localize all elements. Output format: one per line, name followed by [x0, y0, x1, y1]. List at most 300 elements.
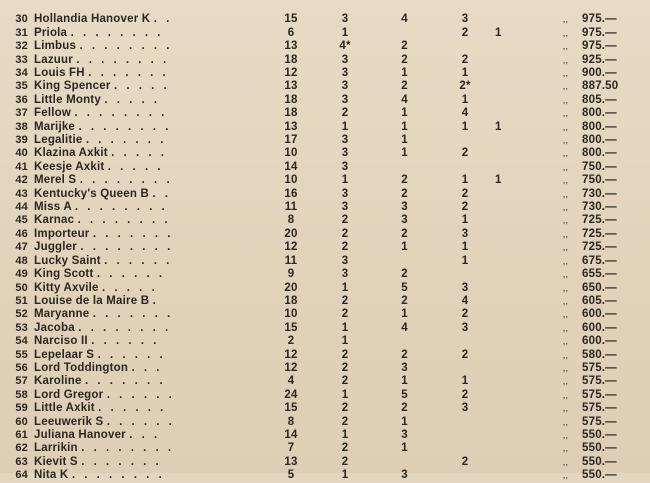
extra-cell: [495, 228, 549, 241]
table-row: [0, 268, 632, 281]
ditto-mark: ,,: [562, 322, 569, 333]
extra-cell: [495, 349, 549, 362]
first-places-cell: 3: [341, 53, 349, 66]
extra-cell: [495, 188, 549, 201]
row-number: 59: [15, 402, 28, 415]
leader-dots: . . . . . .: [91, 335, 160, 348]
table-row: [0, 322, 632, 335]
ditto-mark: ,,: [562, 376, 569, 387]
first-places-cell: 3: [341, 254, 349, 267]
third-places-cell: 3: [461, 321, 469, 334]
second-places-cell: 4: [401, 93, 408, 106]
table-row: [0, 429, 632, 442]
name-cell: [34, 94, 266, 107]
row-number: 39: [15, 134, 28, 147]
row-number: 43: [15, 187, 28, 200]
starts-cell: 9: [287, 268, 295, 281]
table-row: [0, 442, 632, 455]
name-cell: [34, 188, 266, 201]
winnings-amount: 800.—: [582, 134, 617, 147]
extra-cell: [495, 201, 549, 214]
table-row: [0, 282, 632, 295]
horse-name: Lucky Saint: [34, 254, 101, 267]
horse-name: Marijke: [34, 120, 76, 133]
winnings-amount: 900.—: [582, 67, 617, 80]
ditto-mark: ,,: [562, 416, 569, 427]
name-cell: [34, 27, 266, 40]
third-places-cell: [435, 161, 495, 174]
starts-cell: 12: [284, 241, 298, 254]
horse-name: Juliana Hanover: [34, 428, 126, 441]
name-cell: [34, 375, 266, 388]
starts-cell: 10: [284, 147, 298, 160]
second-places-cell: 4: [401, 321, 408, 334]
horse-name: King Spencer: [34, 80, 111, 93]
leader-dots: . . . . . . .: [92, 227, 174, 240]
winnings-amount: 575.—: [582, 415, 617, 428]
table-row: [0, 94, 632, 107]
first-places-cell: 2: [341, 107, 349, 120]
row-number: 48: [15, 254, 28, 267]
leader-dots: . . . . . . .: [85, 134, 167, 147]
ditto-mark: ,,: [562, 27, 569, 38]
leader-dots: . . . . . .: [96, 268, 166, 281]
starts-cell: 4: [287, 375, 295, 388]
first-places-cell: 1: [341, 281, 349, 294]
starts-cell: 13: [284, 455, 298, 468]
third-places-cell: 3: [461, 402, 469, 415]
table-row: [0, 295, 632, 308]
third-places-cell: 1: [461, 214, 469, 227]
leader-dots: . . . . .: [102, 281, 158, 294]
name-cell: [34, 282, 266, 295]
extra-cell: 1: [495, 174, 502, 187]
ditto-mark: ,,: [562, 94, 569, 105]
horse-name: Importeur: [34, 227, 90, 240]
leader-dots: . . . . . .: [106, 415, 175, 428]
extra-cell: [495, 429, 549, 442]
row-number: 47: [15, 241, 28, 254]
winnings-amount: 575.—: [582, 388, 617, 401]
horse-name: Miss A: [34, 201, 72, 214]
second-places-cell: 2: [401, 80, 408, 93]
leader-dots: . . . . .: [104, 93, 161, 106]
starts-cell: 15: [284, 13, 298, 26]
leader-dots: . . . . . .: [98, 402, 167, 415]
ditto-mark: ,,: [562, 188, 569, 199]
horse-name: Larrikin: [34, 442, 78, 455]
first-places-cell: 2: [341, 415, 349, 428]
starts-cell: 18: [284, 53, 298, 66]
third-places-cell: 1: [461, 120, 469, 133]
ditto-mark: ,,: [562, 81, 569, 92]
horse-name: Karoline: [34, 375, 82, 388]
extra-cell: [495, 268, 549, 281]
horse-name: Louise de la Maire B: [34, 294, 150, 307]
first-places-cell: 3: [341, 268, 349, 281]
extra-cell: [495, 442, 549, 455]
first-places-cell: 1: [341, 335, 349, 348]
name-cell: [34, 40, 266, 53]
winnings-amount: 600.—: [582, 308, 617, 321]
leader-dots: . . . . .: [111, 147, 167, 160]
starts-cell: 8: [287, 214, 295, 227]
leader-dots: . . . . . . . .: [78, 321, 172, 334]
table-row: [0, 416, 632, 429]
ditto-mark: ,,: [562, 148, 569, 159]
first-places-cell: 3: [341, 201, 349, 214]
name-cell: [34, 362, 266, 375]
second-places-cell: 2: [401, 402, 408, 415]
ditto-mark: ,,: [562, 295, 569, 306]
table-row: [0, 40, 632, 53]
leader-dots: . . . . . . .: [88, 67, 169, 80]
table-row: [0, 13, 632, 26]
second-places-cell: 2: [401, 187, 408, 200]
table-row: [0, 80, 632, 93]
winnings-amount: 575.—: [582, 402, 617, 415]
ditto-mark: ,,: [562, 336, 569, 347]
winnings-amount: 975.—: [582, 40, 617, 53]
third-places-cell: 2: [461, 201, 469, 214]
ditto-mark: ,,: [562, 456, 569, 467]
name-cell: [34, 214, 266, 227]
horse-name: Little Monty: [34, 93, 101, 106]
winnings-amount: 800.—: [582, 107, 617, 120]
winnings-amount: 600.—: [582, 321, 617, 334]
first-places-cell: 3: [341, 80, 349, 93]
horse-name: Merel S: [34, 174, 77, 187]
second-places-cell: 2: [401, 40, 408, 53]
second-places-cell: 1: [401, 107, 408, 120]
extra-cell: [495, 214, 549, 227]
name-cell: [34, 295, 266, 308]
row-number: 62: [15, 442, 28, 455]
winnings-amount: 650.—: [582, 281, 617, 294]
name-cell: [34, 107, 266, 120]
starts-cell: 10: [284, 174, 298, 187]
ditto-mark: ,,: [562, 54, 569, 65]
row-number: 63: [15, 455, 28, 468]
second-places-cell: [374, 456, 435, 469]
name-cell: [34, 255, 266, 268]
third-places-cell: 1: [461, 174, 469, 187]
third-places-cell: 2: [461, 388, 469, 401]
first-places-cell: 1: [341, 388, 349, 401]
row-number: 55: [15, 348, 28, 361]
extra-cell: [495, 94, 549, 107]
starts-cell: 15: [284, 402, 298, 415]
table-row: [0, 241, 632, 254]
horse-name: Priola: [34, 26, 68, 39]
ditto-mark: ,,: [562, 242, 569, 253]
first-places-cell: 4*: [339, 40, 351, 53]
name-cell: [34, 161, 266, 174]
extra-cell: [495, 282, 549, 295]
second-places-cell: 2: [401, 294, 408, 307]
row-number: 61: [15, 428, 28, 441]
ditto-mark: ,,: [562, 309, 569, 320]
first-places-cell: 2: [341, 348, 349, 361]
ditto-mark: ,,: [562, 161, 569, 172]
third-places-cell: [435, 268, 495, 281]
row-number: 60: [15, 415, 28, 428]
name-cell: [34, 268, 266, 281]
row-number: 52: [15, 308, 28, 321]
starts-cell: 12: [284, 67, 298, 80]
extra-cell: [495, 402, 549, 415]
name-cell: [34, 13, 266, 26]
winnings-amount: 975.—: [582, 26, 617, 39]
table-row: [0, 402, 632, 415]
leader-dots: . . . . . . .: [81, 455, 162, 468]
ditto-mark: ,,: [562, 121, 569, 132]
starts-cell: 13: [284, 40, 298, 53]
row-number: 40: [15, 147, 28, 160]
second-places-cell: 5: [401, 281, 408, 294]
starts-cell: 5: [287, 469, 295, 482]
name-cell: [34, 442, 266, 455]
second-places-cell: 1: [401, 415, 408, 428]
extra-cell: [495, 375, 549, 388]
starts-cell: 2: [287, 335, 295, 348]
extra-cell: [495, 335, 549, 348]
third-places-cell: 1: [461, 93, 469, 106]
winnings-amount: 575.—: [582, 375, 617, 388]
name-cell: [34, 134, 266, 147]
third-places-cell: 1: [461, 254, 469, 267]
table-row-partial: [0, 0, 632, 13]
horse-name: Louis FH: [34, 67, 85, 80]
table-row: [0, 147, 632, 160]
name-cell: [34, 228, 266, 241]
leader-dots: . . . . . . . .: [79, 174, 173, 187]
third-places-cell: [435, 442, 495, 455]
starts-cell: 24: [284, 388, 298, 401]
leader-dots: . . . . .: [113, 80, 170, 93]
leader-dots: . . . . . . . .: [74, 107, 168, 120]
leader-dots: . . . . . .: [97, 348, 166, 361]
winnings-amount: 800.—: [582, 147, 617, 160]
table-row: [0, 121, 632, 134]
extra-cell: [495, 416, 549, 429]
third-places-cell: [435, 40, 495, 53]
horse-name: Limbus: [34, 40, 77, 53]
third-places-cell: 2: [461, 147, 469, 160]
name-cell: [34, 416, 266, 429]
extra-cell: [495, 13, 549, 26]
leader-dots: . . . . . . . .: [76, 53, 170, 66]
name-cell: [34, 469, 266, 482]
second-places-cell: 1: [401, 375, 408, 388]
third-places-cell: 2: [461, 53, 469, 66]
second-places-cell: 2: [401, 348, 408, 361]
table-row: [0, 107, 632, 120]
first-places-cell: 3: [341, 187, 349, 200]
second-places-cell: 1: [401, 241, 408, 254]
first-places-cell: 1: [341, 428, 349, 441]
ditto-mark: ,,: [562, 349, 569, 360]
row-number: 32: [15, 40, 28, 53]
name-cell: [34, 402, 266, 415]
third-places-cell: [435, 362, 495, 375]
second-places-cell: 3: [401, 214, 408, 227]
starts-cell: 11: [284, 254, 298, 267]
winnings-amount: 580.—: [582, 348, 617, 361]
winnings-amount: 550.—: [582, 455, 617, 468]
horse-name: Maryanne: [34, 308, 90, 321]
extra-cell: [495, 389, 549, 402]
starts-cell: 6: [287, 26, 295, 39]
second-places-cell: 4: [401, 13, 408, 26]
first-places-cell: 3: [341, 67, 349, 80]
row-number: 30: [15, 13, 28, 26]
horse-name: Lord Toddington: [34, 361, 129, 374]
name-cell: [34, 201, 266, 214]
leader-dots: . . . . . .: [106, 388, 175, 401]
third-places-cell: 1: [461, 67, 469, 80]
second-places-cell: 1: [401, 134, 408, 147]
ditto-mark: ,,: [562, 14, 569, 25]
winnings-amount: 600.—: [582, 335, 617, 348]
third-places-cell: [435, 335, 495, 348]
winnings-amount: 550.—: [582, 469, 617, 482]
winnings-amount: 750.—: [582, 160, 617, 173]
leader-dots: . . . . . . . .: [70, 26, 164, 39]
winnings-amount: 725.—: [582, 227, 617, 240]
starts-cell: 12: [284, 361, 298, 374]
third-places-cell: 3: [461, 227, 469, 240]
third-places-cell: 1: [461, 241, 469, 254]
starts-cell: 15: [284, 321, 298, 334]
second-places-cell: 2: [401, 174, 408, 187]
extra-cell: [495, 255, 549, 268]
third-places-cell: 2: [461, 187, 469, 200]
row-number: 51: [15, 294, 28, 307]
starts-cell: 18: [284, 93, 298, 106]
starts-cell: 18: [284, 107, 298, 120]
name-cell: [34, 456, 266, 469]
second-places-cell: 1: [401, 67, 408, 80]
second-places-cell: 3: [401, 361, 408, 374]
extra-cell: 1: [495, 120, 502, 133]
winnings-amount: 975.—: [582, 13, 617, 26]
table-row: [0, 27, 632, 40]
starts-cell: 12: [284, 348, 298, 361]
name-cell: [34, 322, 266, 335]
winnings-amount: 675.—: [582, 254, 617, 267]
extra-cell: [495, 80, 549, 93]
extra-cell: [495, 456, 549, 469]
starts-cell: 17: [284, 134, 298, 147]
ditto-mark: ,,: [562, 228, 569, 239]
ditto-mark: ,,: [562, 215, 569, 226]
first-places-cell: 1: [341, 120, 349, 133]
second-places-cell: 1: [401, 147, 408, 160]
extra-cell: 1: [495, 26, 502, 39]
first-places-cell: 2: [341, 375, 349, 388]
first-places-cell: 1: [341, 26, 349, 39]
ditto-mark: ,,: [562, 470, 569, 481]
ditto-mark: ,,: [562, 175, 569, 186]
leader-dots: . .: [153, 13, 173, 26]
third-places-cell: [435, 469, 495, 482]
table-row: [0, 349, 632, 362]
leader-dots: . . . . . .: [104, 254, 173, 267]
first-places-cell: 2: [341, 442, 349, 455]
ditto-mark: ,,: [562, 255, 569, 266]
second-places-cell: 2: [401, 268, 408, 281]
second-places-cell: 1: [401, 442, 408, 455]
row-number: 53: [15, 321, 28, 334]
first-places-cell: 3: [341, 13, 349, 26]
table-row: [0, 174, 632, 187]
horse-name: Kitty Axvile: [34, 281, 99, 294]
row-number: 37: [15, 107, 28, 120]
row-number: 45: [15, 214, 28, 227]
horse-name: Hollandia Hanover K: [34, 13, 151, 26]
name-cell: [34, 54, 266, 67]
second-places-cell: 3: [401, 428, 408, 441]
horse-name: Lepelaar S: [34, 348, 95, 361]
third-places-cell: 1: [461, 375, 469, 388]
extra-cell: [495, 107, 549, 120]
table-row: [0, 469, 632, 482]
first-places-cell: 1: [341, 321, 349, 334]
horse-name: Lord Gregor: [34, 388, 104, 401]
winnings-amount: 805.—: [582, 93, 617, 106]
row-number: 46: [15, 227, 28, 240]
leader-dots: . . .: [129, 428, 161, 441]
ditto-mark: ,,: [562, 443, 569, 454]
second-places-cell: 2: [401, 227, 408, 240]
starts-cell: 7: [287, 442, 295, 455]
leader-dots: . . . . .: [107, 160, 164, 173]
horse-name: Juggler: [34, 241, 77, 254]
horse-name: Lazuur: [34, 53, 73, 66]
leader-dots: .: [152, 294, 159, 307]
name-cell: [34, 121, 266, 134]
third-places-cell: 2: [461, 26, 469, 39]
ditto-mark: ,,: [562, 362, 569, 373]
table-row: [0, 201, 632, 214]
leader-dots: . . . . . . . .: [71, 469, 165, 482]
winnings-amount: 730.—: [582, 201, 617, 214]
first-places-cell: 2: [341, 294, 349, 307]
third-places-cell: 2: [461, 348, 469, 361]
first-places-cell: 2: [341, 214, 349, 227]
first-places-cell: 3: [341, 134, 349, 147]
row-number: 64: [15, 469, 28, 482]
table-row: [0, 214, 632, 227]
starts-cell: 18: [284, 294, 298, 307]
first-places-cell: 3: [341, 93, 349, 106]
leader-dots: . . . . . . . .: [77, 214, 171, 227]
second-places-cell: 3: [401, 201, 408, 214]
third-places-cell: 4: [461, 294, 469, 307]
ditto-mark: ,,: [562, 108, 569, 119]
table-row: [0, 228, 632, 241]
leader-dots: . . . . . . . .: [78, 120, 172, 133]
winnings-amount: 800.—: [582, 120, 617, 133]
winnings-amount: 725.—: [582, 214, 617, 227]
second-places-cell: 5: [401, 388, 408, 401]
third-places-cell: [435, 416, 495, 429]
horse-name: Klazina Axkit: [34, 147, 108, 160]
name-cell: [34, 429, 266, 442]
ditto-mark: ,,: [562, 429, 569, 440]
starts-cell: 11: [284, 201, 298, 214]
